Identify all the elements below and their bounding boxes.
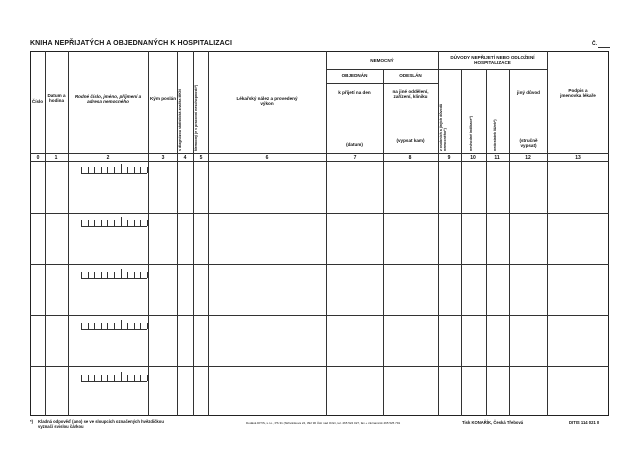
column-index-number: 9 — [447, 155, 451, 161]
birth-number-tick — [127, 220, 128, 226]
birth-number-tick — [140, 375, 141, 381]
group-header-nemocny: NEMOCNÝ — [370, 58, 394, 63]
column-divider — [461, 69, 462, 416]
column-index-number: 5 — [199, 155, 203, 161]
birth-number-tick — [101, 375, 102, 381]
header-strucne-vypsat: (stručně vypsat) — [519, 138, 538, 149]
column-divider — [509, 69, 510, 416]
birth-number-tick — [127, 323, 128, 329]
birth-number-box[interactable] — [81, 216, 147, 227]
column-index-rule — [30, 153, 609, 154]
column-index-number: 13 — [575, 155, 581, 161]
column-divider — [148, 51, 149, 416]
birth-number-tick — [114, 323, 115, 329]
footnote: Kladná odpověď (ano) se ve sloupcích označených hvězdičkou vyznačí svislou čárkou — [38, 419, 164, 429]
birth-number-tick — [94, 220, 95, 226]
ledger-table — [30, 51, 609, 416]
header-diagnoza: s diagnózou statistická značka MKN — [178, 89, 182, 151]
birth-number-tick — [81, 220, 82, 226]
birth-number-tick — [114, 167, 115, 173]
birth-number-tick — [134, 167, 135, 173]
birth-number-tick — [127, 167, 128, 173]
column-divider — [208, 51, 209, 416]
birth-number-tick — [140, 323, 141, 329]
column-index-number: 6 — [265, 155, 269, 161]
form-title: KNIHA NEPŘIJATÝCH A OBJEDNANÝCH K HOSPITALIZACI — [30, 40, 233, 47]
birth-number-tick — [101, 323, 102, 329]
birth-number-tick — [107, 323, 108, 329]
header-prijeti: k přijetí na den — [338, 90, 371, 95]
birth-number-tick — [140, 167, 141, 173]
header-vypsat-kam: (vypsat kam) — [396, 138, 425, 143]
column-index-number: 2 — [106, 155, 110, 161]
birth-number-tick — [121, 269, 122, 278]
column-index-number: 10 — [470, 155, 476, 161]
column-divider — [383, 69, 384, 416]
birth-number-tick — [147, 220, 148, 226]
header-nedostatek-luzek: nedostatek lůžek*) — [493, 119, 497, 151]
header-podpis: Podpis a jmenovka lékaře — [560, 88, 596, 99]
form-number-label: Č. — [592, 41, 597, 47]
header-jine-oddeleni: na jiné oddělení, zařízení, kliniku — [392, 89, 429, 100]
column-index-number: 11 — [494, 155, 500, 161]
header-jiny-duvod: jiný důvod — [517, 90, 540, 95]
column-index-number: 7 — [353, 155, 357, 161]
birth-number-tick — [81, 272, 82, 278]
birth-number-box[interactable] — [81, 371, 147, 382]
birth-number-tick — [140, 272, 141, 278]
header-nevhodne-indikace: nevhodné indikace*) — [469, 116, 473, 151]
birth-number-tick — [107, 272, 108, 278]
birth-number-tick — [107, 167, 108, 173]
header-pracovni-neschopnost: Nemocný je v pracovní neschopnosti*) — [194, 84, 198, 151]
birth-number-tick — [81, 375, 82, 381]
row-separator — [30, 213, 609, 214]
group-header-odeslan: ODESLÁN — [399, 73, 422, 78]
publisher-line: Dodává DITIS, s.r.o., PS 31 (Skřivánkova 24, 392 96 Ústí nad Orlicí, tel. 465 524 027, fax + záznamník 465 525 791 — [246, 421, 401, 425]
birth-number-tick — [88, 323, 89, 329]
birth-number-tick — [127, 272, 128, 278]
birth-number-tick — [94, 323, 95, 329]
birth-number-tick — [121, 217, 122, 226]
column-index-number: 0 — [36, 155, 40, 161]
birth-number-tick — [121, 372, 122, 381]
birth-number-tick — [94, 375, 95, 381]
header-datum: Datum a hodina — [47, 93, 66, 104]
header-bottom-rule — [30, 161, 609, 162]
birth-number-tick — [147, 323, 148, 329]
row-separator — [30, 366, 609, 367]
form-number-field[interactable] — [598, 47, 610, 48]
birth-number-tick — [88, 272, 89, 278]
header-kym-poslan: Kým poslán — [149, 96, 177, 101]
birth-number-tick — [147, 272, 148, 278]
birth-number-tick — [81, 167, 82, 173]
footnote-marker: *) — [30, 419, 34, 424]
birth-number-tick — [134, 272, 135, 278]
birth-number-tick — [140, 220, 141, 226]
header-rodne-cislo: Rodné číslo, jméno, příjmení a adresa nemocného — [74, 94, 142, 105]
header-osobni-duvody: z osobních a jiných důvodů nemocného*) — [439, 103, 448, 151]
column-divider — [68, 51, 69, 416]
birth-number-tick — [114, 272, 115, 278]
column-divider — [547, 51, 548, 416]
birth-number-tick — [134, 323, 135, 329]
birth-number-tick — [107, 220, 108, 226]
birth-number-tick — [101, 220, 102, 226]
group-header-duvody: DŮVODY NEPŘIJETÍ NEBO ODLOŽENÍ HOSPITALIZACE — [450, 55, 535, 66]
row-separator — [30, 315, 609, 316]
birth-number-tick — [81, 323, 82, 329]
form-code: DITIS 114 021 0 — [569, 420, 600, 425]
birth-number-tick — [88, 220, 89, 226]
group-header-objednan: OBJEDNÁN — [341, 73, 368, 78]
header-cislo: Číslo — [31, 99, 44, 104]
birth-number-tick — [121, 320, 122, 329]
birth-number-tick — [101, 167, 102, 173]
birth-number-box[interactable] — [81, 319, 147, 330]
column-index-number: 8 — [408, 155, 412, 161]
birth-number-tick — [88, 375, 89, 381]
birth-number-tick — [114, 375, 115, 381]
header-rule — [326, 83, 438, 84]
column-index-number: 3 — [161, 155, 165, 161]
header-datum-note: (datum) — [346, 142, 363, 147]
header-nalez: Lékařský nález a provedený výkon — [236, 96, 298, 107]
birth-number-tick — [121, 164, 122, 173]
birth-number-tick — [101, 272, 102, 278]
row-separator — [30, 264, 609, 265]
column-index-number: 4 — [183, 155, 187, 161]
birth-number-tick — [134, 375, 135, 381]
birth-number-tick — [94, 167, 95, 173]
printer-line: Tisk KONAŘÍK, Česká Třebová — [462, 420, 524, 425]
column-divider — [326, 51, 327, 416]
header-rule — [326, 69, 547, 70]
birth-number-box[interactable] — [81, 268, 147, 279]
birth-number-tick — [134, 220, 135, 226]
birth-number-tick — [94, 272, 95, 278]
birth-number-tick — [127, 375, 128, 381]
column-divider — [45, 51, 46, 416]
birth-number-tick — [114, 220, 115, 226]
birth-number-tick — [147, 167, 148, 173]
column-index-number: 12 — [525, 155, 531, 161]
birth-number-tick — [107, 375, 108, 381]
birth-number-tick — [147, 375, 148, 381]
column-divider — [486, 69, 487, 416]
column-index-number: 1 — [54, 155, 58, 161]
birth-number-box[interactable] — [81, 163, 147, 174]
birth-number-tick — [88, 167, 89, 173]
